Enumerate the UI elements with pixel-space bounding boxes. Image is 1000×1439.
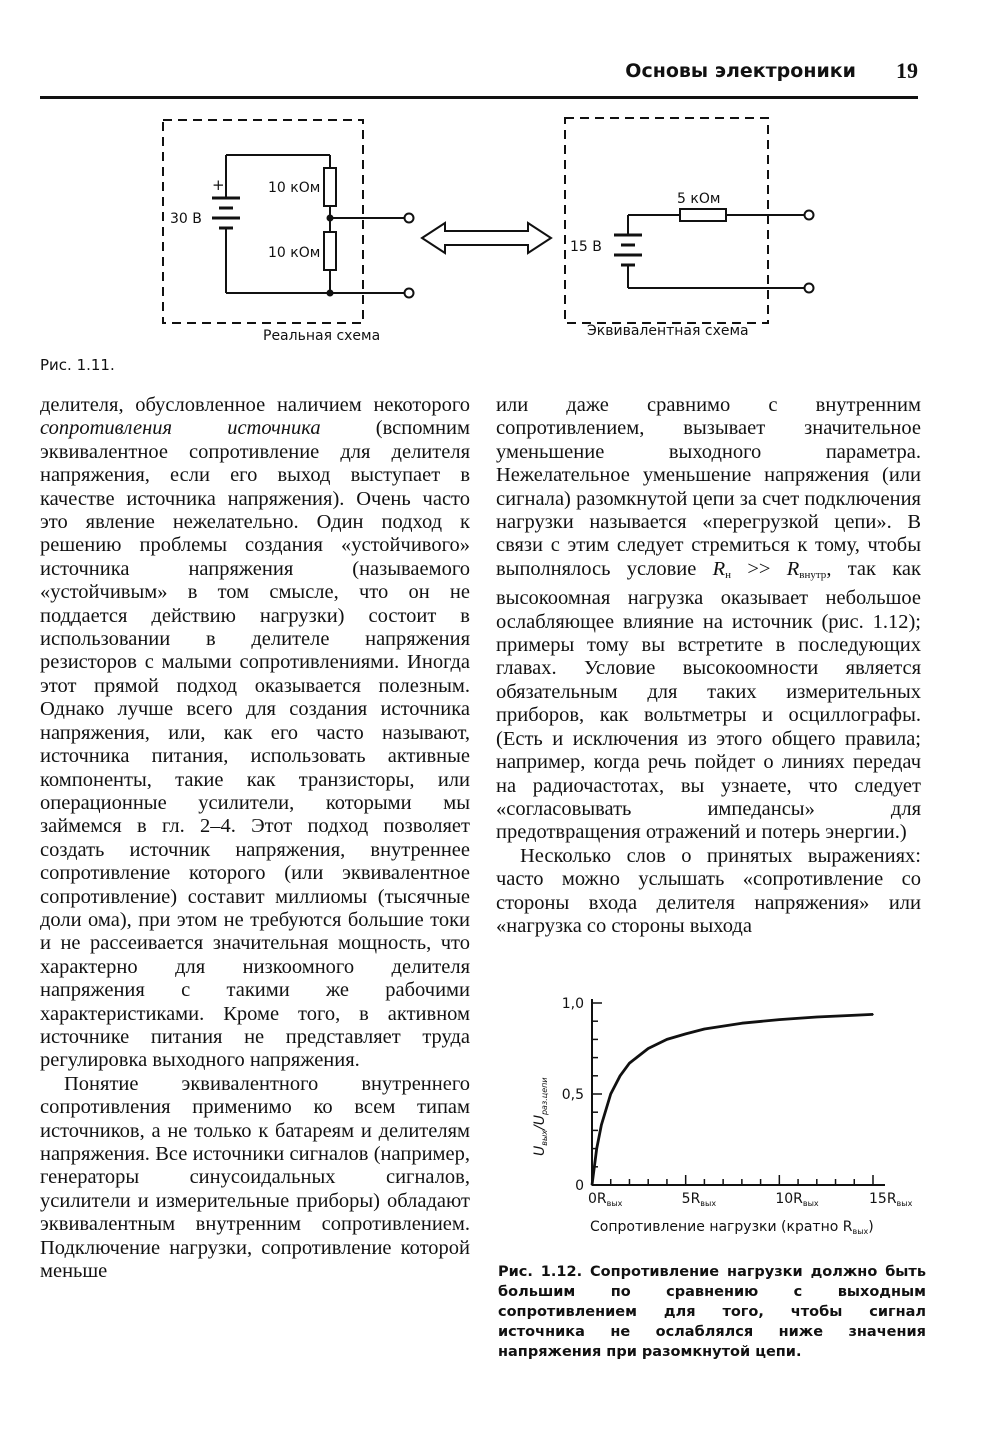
equiv-r-label: 5 кОм: [677, 191, 721, 207]
paragraph: или даже сравнимо с внутренним сопротивлением, вызывает значительное уменьшение выходного параметра. Нежелательное уменьшение напряжения (или сигнала) разомкнутой цепи за счет подключения нагрузки называется «перегрузкой цепи». В связи с этим следует стремиться к тому, чтобы выполнялось условие $R_н >> R_{внутр}$, так как высокоомная нагрузка оказывает небольшое ослабляющее влияние на источник (рис. 1.12); примеры тому вы встретите в последующих главах. Условие высокоомности является обязательным для таких измерительных приборов, как вольтметры и осциллографы. (Есть и исключения из этого общего правила; например, когда речь пойдет о линиях передач на радиочастотах, вы узнаете, что следует «согласовывать импедансы» для предотвращения отражений и потерь энергии.): [496, 394, 921, 844]
figure-1-12-chart: [500, 985, 930, 1250]
data-point: [816, 1016, 818, 1018]
terminal: [405, 214, 414, 223]
data-point: [619, 1075, 621, 1077]
figure-1-12-caption: Рис. 1.12. Сопротивление нагрузки должно быть большим по сравнению с выходным сопротивлением для того, чтобы сигнал источника не ослаблялся ниже значения напряжения при разомкнутой цепи.: [498, 1264, 926, 1360]
running-title: Основы электроники: [625, 60, 856, 82]
data-point: [610, 1093, 612, 1095]
equiv-voltage-label: 15 В: [570, 239, 602, 255]
data-point: [596, 1148, 598, 1150]
paragraph: Понятие эквивалентного внутреннего сопротивления применимо ко всем типам источников, а не только к батареям и делителям напряжения. Все источники сигналов (например, генераторы синусоидальных сигналов, усилители и измерительные приборы) обладают эквивалентным внутренним сопротивлением. Подключение нагрузки, сопротивление которой меньше: [40, 1072, 470, 1283]
data-point: [779, 1019, 781, 1021]
data-point: [647, 1048, 649, 1050]
data-point: [601, 1124, 603, 1126]
equivalence-arrow: [422, 223, 551, 253]
x-tick-label: $15R_{вых}$: [869, 1191, 913, 1208]
paragraph: Несколько слов о принятых выражениях: часто можно услышать «сопротивление со стороны входа делителя напряжения» или «нагрузка со стороны выхода: [496, 844, 921, 937]
chart-svg: [500, 985, 930, 1250]
r-top-label: 10 кОм: [268, 180, 321, 196]
x-tick-label: $10R_{вых}$: [775, 1191, 819, 1208]
real-caption: Реальная схема: [263, 328, 381, 344]
terminal: [805, 284, 814, 293]
page-header: [40, 56, 918, 99]
left-column: [40, 394, 470, 1283]
data-point: [666, 1039, 668, 1041]
x-tick-label: $5R_{вых}$: [681, 1191, 717, 1208]
figure-1-11-label: Рис. 1.11.: [40, 356, 115, 374]
equivalent-circuit-box: [565, 118, 768, 323]
r-bottom-label: 10 кОм: [268, 245, 321, 261]
circuit-diagram: [150, 110, 850, 355]
terminal: [405, 289, 414, 298]
data-point: [591, 1184, 593, 1186]
x-axis-label: Сопротивление нагрузки (кратно $R_{вых}$): [590, 1219, 874, 1236]
real-voltage-label: 30 В: [170, 211, 202, 227]
data-point: [685, 1033, 687, 1035]
paragraph: делителя, обусловленное наличием некоторого сопротивления источника (вспомним эквивалентное сопротивление для делителя напряжения, если его выход выступает в качестве источника напряжения). Очень часто это явление нежелательно. Один подход к решению проблемы создания «устойчивого» источника напряжения (называемого «устойчивым» в том смысле, что он не поддается действию нагрузки) состоит в использовании в делителе напряжения резисторов с малыми сопротивлениями. Иногда этот прямой подход оказывается полезным. Однако лучше всего для создания источника напряжения, или, как его часто называют, источника питания, использовать активные компоненты, такие как транзисторы, или операционные усилители, которыми мы займемся в гл. 2–4. Этот подход позволяет создать источник напряжения, внутреннее сопротивление которого (или эквивалентное сопротивление) составит миллиомы (тысячные доли ома), при этом не требуются большие токи и не рассеивается значительная мощность, что характерно для низкоомного делителя напряжения с такими же рабочими характеристиками. Кроме того, в активном источнике питания не представляет труда регулировка выходного напряжения.: [40, 394, 470, 1072]
battery-plus: +: [212, 176, 225, 194]
y-axis-label: $U_{вых}/U_{раз.цепи}$: [532, 1077, 549, 1156]
y-tick-label: 0: [575, 1178, 584, 1194]
data-point: [741, 1022, 743, 1024]
page-number: 19: [896, 58, 918, 83]
x-tick-label: $0R_{вых}$: [588, 1191, 623, 1208]
y-tick-label: 1,0: [561, 996, 584, 1012]
emphasis: сопротивления источника: [40, 417, 321, 440]
figure-1-11: [150, 110, 850, 355]
data-point: [704, 1028, 706, 1030]
data-point: [629, 1062, 631, 1064]
y-tick-label: 0,5: [561, 1087, 584, 1103]
series-line: [592, 1014, 873, 1185]
right-column: [496, 394, 921, 938]
data-point: [872, 1014, 874, 1016]
terminal: [805, 211, 814, 220]
equivalent-caption: Эквивалентная схема: [587, 323, 749, 339]
